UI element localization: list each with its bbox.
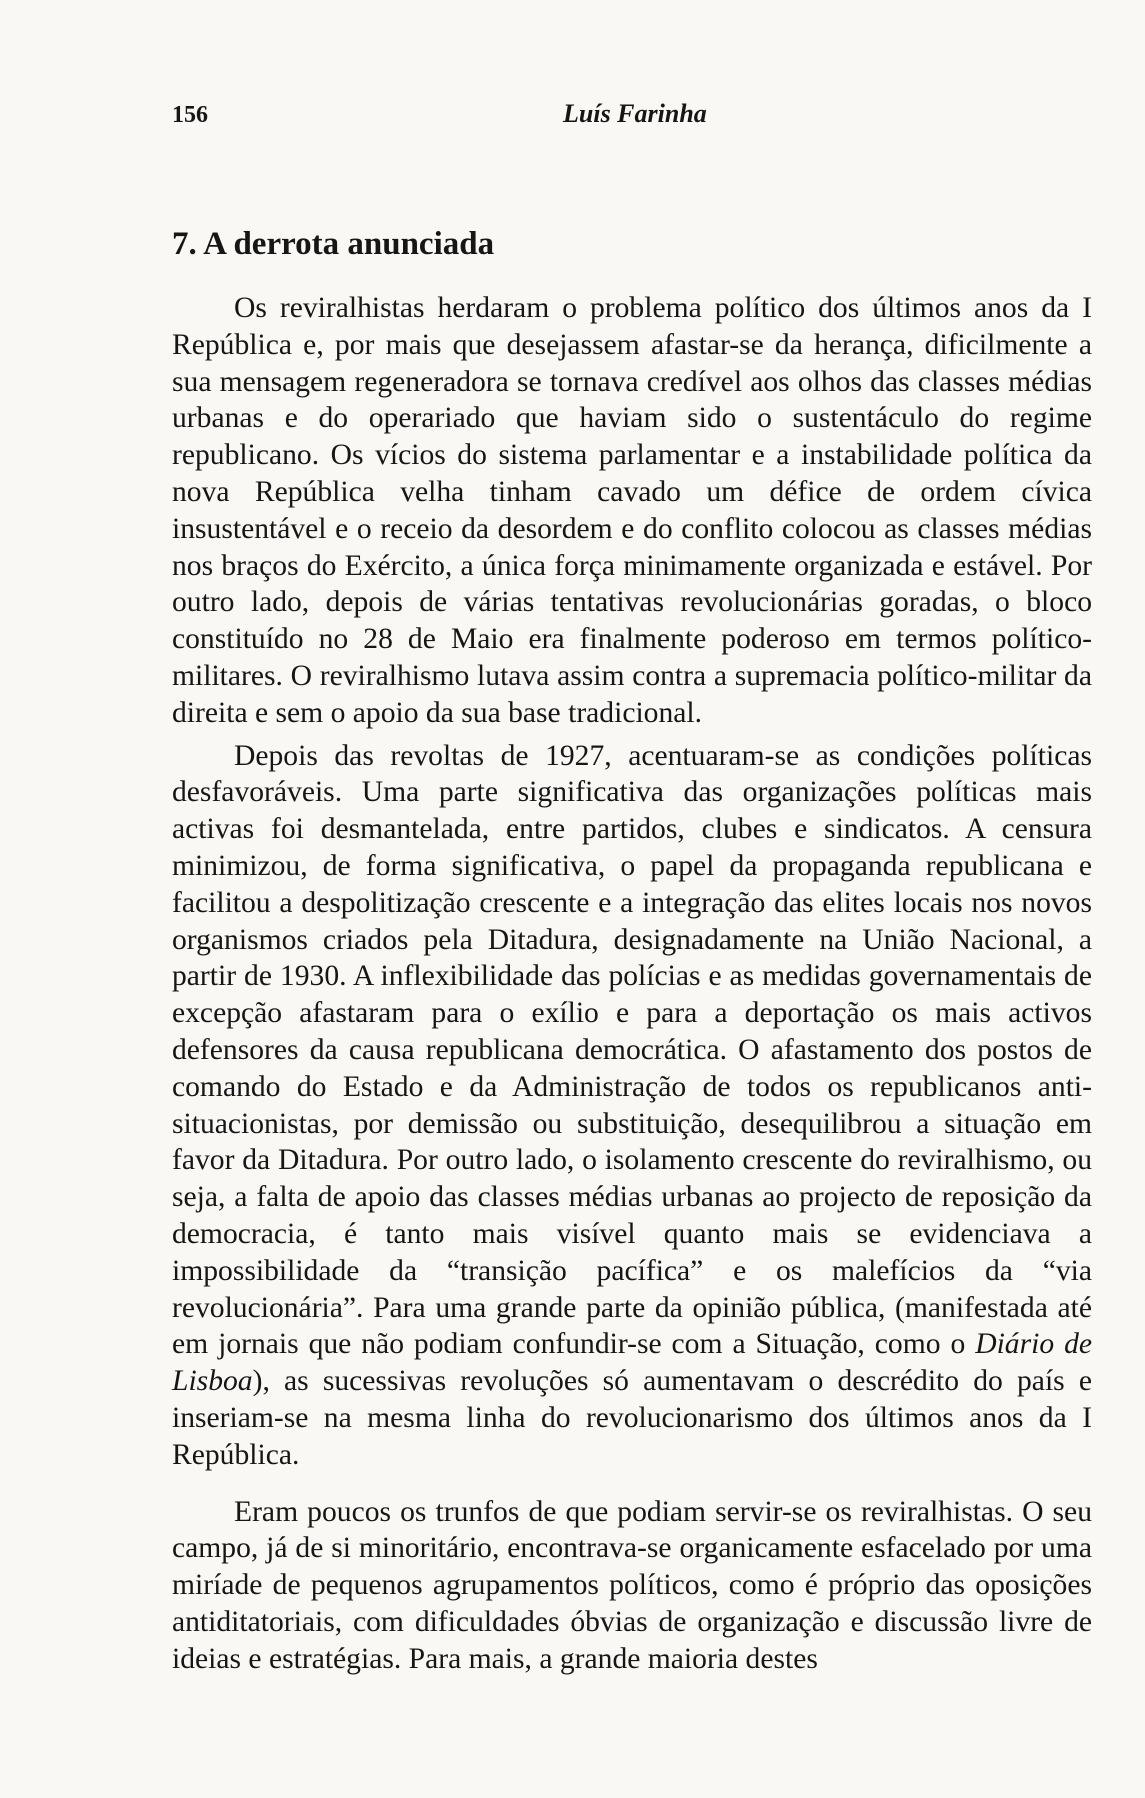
paragraph: Eram poucos os trunfos de que podiam servir-se os reviralhistas. O seu campo, já de si minoritário, encontrava-se organicamente esfacelado por uma miríade de pequenos agrupamentos políticos, como é próprio das oposições antiditatoriais, com dificuldades óbvias de organização e discussão livre de ideias e estratégias. Para mais, a grande maioria destes (172, 1495, 1092, 1675)
section-heading: 7. A derrota anunciada (172, 226, 495, 262)
page-number: 156 (172, 102, 208, 128)
body-text (172, 290, 1092, 1677)
running-header (172, 92, 1092, 142)
paragraph: Os reviralhistas herdaram o problema político dos últimos anos da I República e, por mais que desejassem afastar-se da herança, dificilmente a sua mensagem regeneradora se tornava credível aos olhos das classes médias urbanas e do operariado que haviam sido o sustentáculo do regime republicano. Os vícios do sistema parlamentar e a instabilidade política da nova República velha tinham cavado um défice de ordem cívica insustentável e o receio da desordem e do conflito colocou as classes médias nos braços do Exército, a única força minimamente organizada e estável. Por outro lado, depois de várias tentativas revolucionárias goradas, o bloco constituído no 28 de Maio era finalmente poderoso em termos político-militares. O reviralhismo lutava assim contra a supremacia político-militar da direita e sem o apoio da sua base tradicional. (172, 292, 1092, 729)
book-page (172, 92, 1092, 1677)
newspaper-title: Diário de Lisboa (172, 1328, 1093, 1398)
paragraph (172, 738, 1092, 1474)
paragraph-text: Depois das revoltas de 1927, acentuaram-se as condições políticas desfavoráveis. Uma parte significativa das organizações políticas mais activas foi desmantelada, entre partidos, clubes e sindicatos. A censura minimizou, de forma significativa, o papel da propaganda republicana e facilitou a despolitização crescente e a integração das elites locais nos novos organismos criados pela Ditadura, designadamente na União Nacional, a partir de 1930. A inflexibilidade das polícias e as medidas governamentais de excepção afastaram para o exílio e para a deportação os mais activos defensores da causa republicana democrática. O afastamento dos postos de comando do Estado e da Administração de todos os republicanos anti-situacionistas, por demissão ou substituição, desequilibrou a situação em favor da Ditadura. Por outro lado, o isolamento crescente do reviralhismo, ou seja, a falta de apoio das classes médias urbanas ao projecto de reposição da democracia, é tanto mais visível quanto mais se evidenciava a impossibilidade da “transição pacífica” e os malefícios da “via revolucionária”. Para uma grande parte da opinião pública, (manifestada até em jornais que não podiam confundir-se com a Situação, como o (172, 739, 1092, 1361)
paragraph-text: ), as sucessivas revoluções só aumentavam o descrédito do país e inseriam-se na mesma linha do revolucionarismo dos últimos anos da I República. (172, 1365, 1092, 1471)
running-title: Luís Farinha (563, 99, 707, 128)
